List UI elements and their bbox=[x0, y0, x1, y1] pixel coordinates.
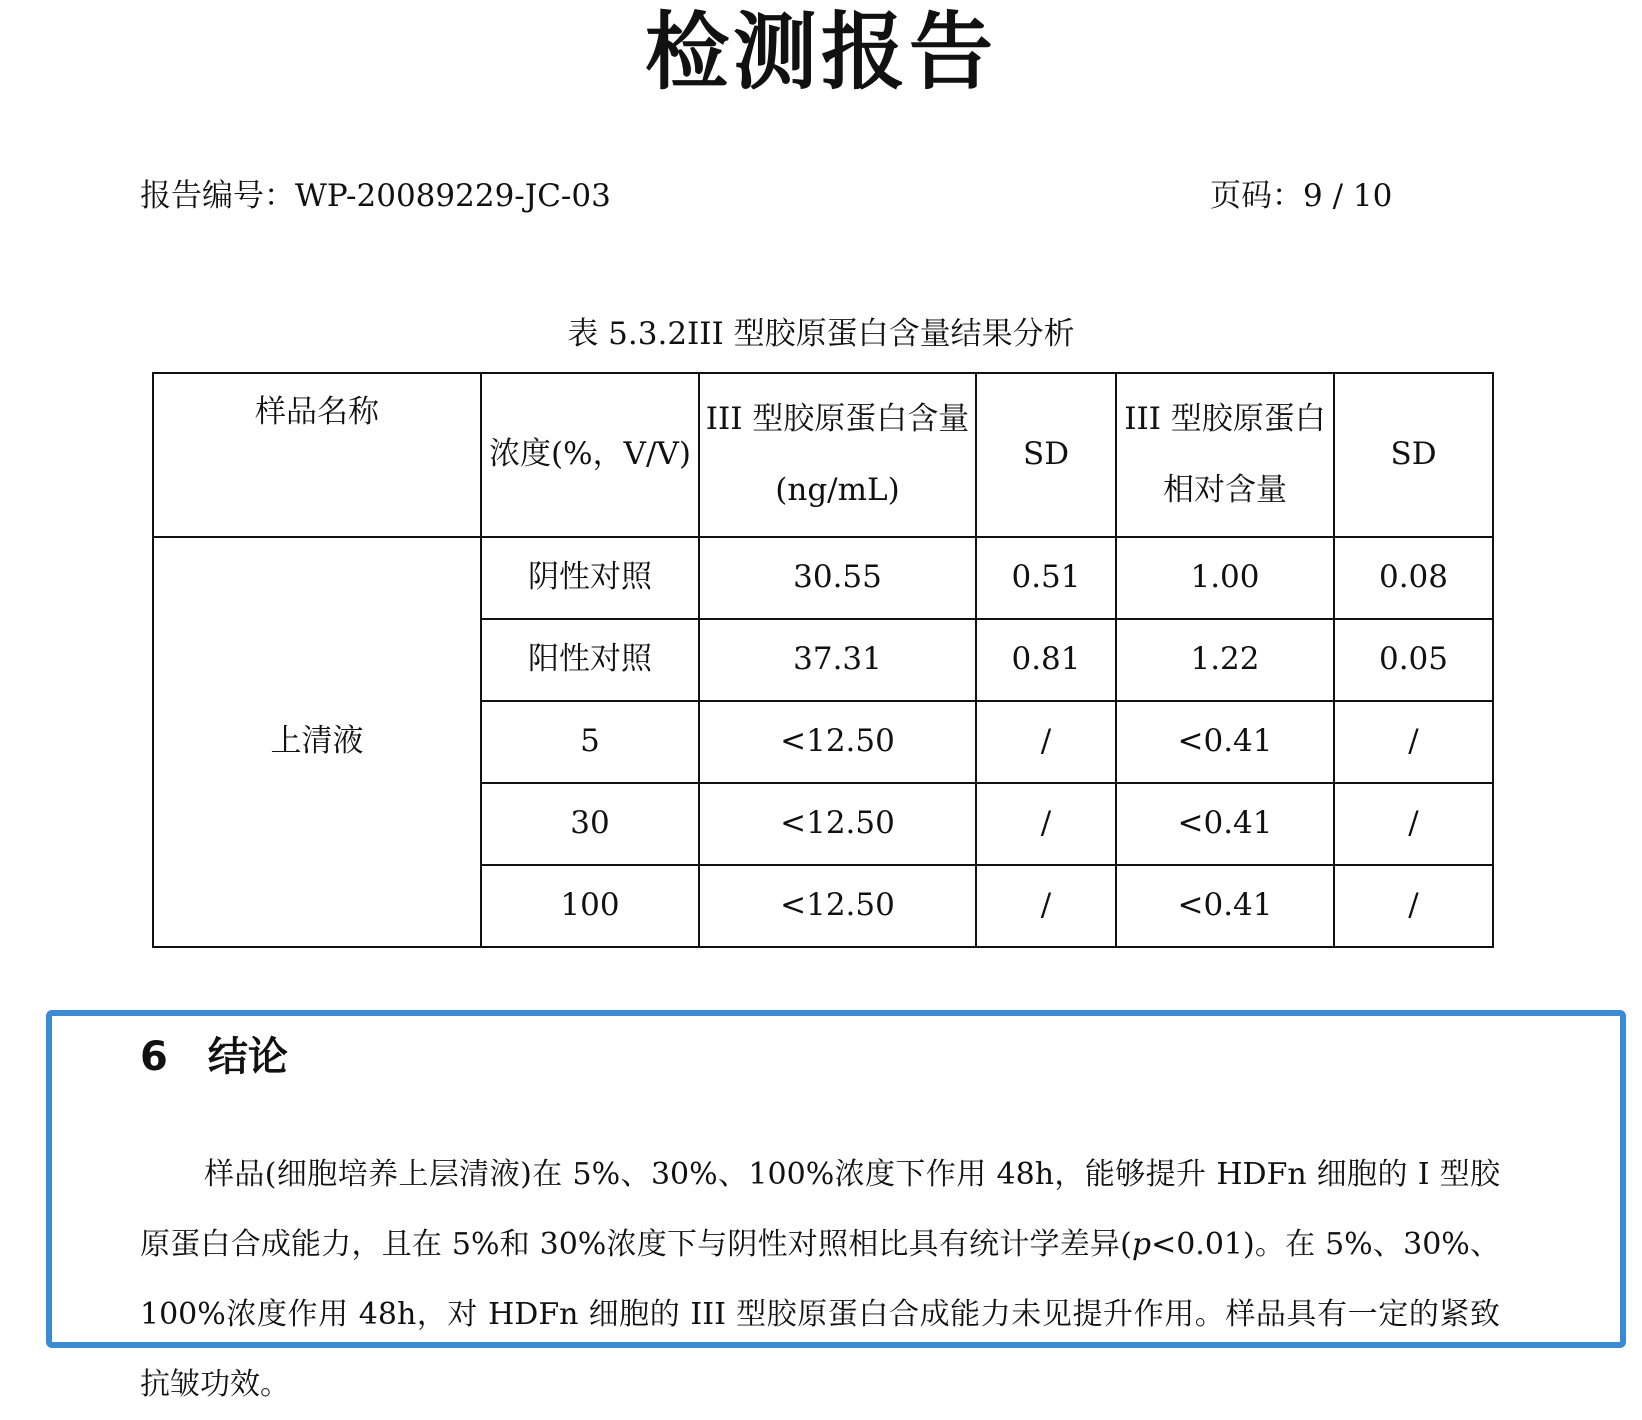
table-header-row bbox=[153, 373, 1493, 537]
table-row bbox=[153, 537, 1493, 619]
conclusion-text-part2: <0.01)。在 5%、30%、100%浓度作用 48h，对 HDFn 细胞的 III 型胶原蛋白合成能力未见提升作用。样品具有一定的紧致抗皱功效。 bbox=[140, 1227, 1500, 1402]
header-sd1: SD bbox=[976, 373, 1116, 537]
header-relative-line1: III 型胶原蛋白 bbox=[1124, 400, 1326, 437]
content-cell: 37.31 bbox=[699, 619, 976, 701]
conclusion-paragraph bbox=[140, 1140, 1500, 1420]
sd1-cell: 0.51 bbox=[976, 537, 1116, 619]
conclusion-text-part1: 样品(细胞培养上层清液)在 5%、30%、100%浓度下作用 48h，能够提升 HDFn 细胞的 I 型胶原蛋白合成能力，且在 5%和 30%浓度下与阴性对照相比具有统计学差异( bbox=[140, 1157, 1500, 1262]
content-cell: 30.55 bbox=[699, 537, 976, 619]
relative-cell: <0.41 bbox=[1116, 783, 1334, 865]
sd2-cell: / bbox=[1334, 865, 1493, 947]
concentration-cell: 30 bbox=[481, 783, 699, 865]
relative-cell: 1.00 bbox=[1116, 537, 1334, 619]
results-table bbox=[152, 372, 1494, 948]
p-value-symbol: p bbox=[1131, 1227, 1152, 1262]
header-relative bbox=[1116, 373, 1334, 537]
concentration-cell: 5 bbox=[481, 701, 699, 783]
section-title: 结论 bbox=[207, 1034, 288, 1080]
content-cell: <12.50 bbox=[699, 865, 976, 947]
sd2-cell: / bbox=[1334, 701, 1493, 783]
sd2-cell: 0.08 bbox=[1334, 537, 1493, 619]
relative-cell: <0.41 bbox=[1116, 865, 1334, 947]
page-number-label: 页码： bbox=[1210, 178, 1303, 214]
header-content-line1: III 型胶原蛋白含量 bbox=[705, 400, 970, 437]
relative-cell: <0.41 bbox=[1116, 701, 1334, 783]
concentration-cell: 100 bbox=[481, 865, 699, 947]
concentration-cell: 阴性对照 bbox=[481, 537, 699, 619]
report-number-label: 报告编号： bbox=[140, 178, 295, 214]
sd1-cell: / bbox=[976, 865, 1116, 947]
header-content bbox=[699, 373, 976, 537]
content-cell: <12.50 bbox=[699, 701, 976, 783]
header-sample-name bbox=[153, 373, 481, 537]
report-number bbox=[140, 170, 611, 215]
table-caption: 表 5.3.2III 型胶原蛋白含量结果分析 bbox=[567, 316, 1075, 352]
content-cell: <12.50 bbox=[699, 783, 976, 865]
sd1-cell: / bbox=[976, 783, 1116, 865]
header-sample-name-text: 样品名称 bbox=[255, 394, 379, 431]
header-relative-line2: 相对含量 bbox=[1163, 472, 1287, 508]
sd2-cell: 0.05 bbox=[1334, 619, 1493, 701]
sample-name-cell: 上清液 bbox=[153, 537, 481, 947]
sd2-cell: / bbox=[1334, 783, 1493, 865]
report-number-value: WP-20089229-JC-03 bbox=[295, 178, 611, 214]
header-content-line2: (ng/mL) bbox=[775, 472, 900, 508]
relative-cell: 1.22 bbox=[1116, 619, 1334, 701]
page-number-value: 9 / 10 bbox=[1303, 178, 1393, 214]
header-sd2: SD bbox=[1334, 373, 1493, 537]
concentration-cell: 阳性对照 bbox=[481, 619, 699, 701]
section-number: 6 bbox=[140, 1034, 168, 1080]
document-title: 检测报告 bbox=[644, 3, 997, 101]
sd1-cell: 0.81 bbox=[976, 619, 1116, 701]
page-number bbox=[1210, 170, 1392, 215]
sd1-cell: / bbox=[976, 701, 1116, 783]
header-concentration: 浓度(%，V/V) bbox=[481, 373, 699, 537]
conclusion-heading bbox=[140, 1025, 288, 1082]
